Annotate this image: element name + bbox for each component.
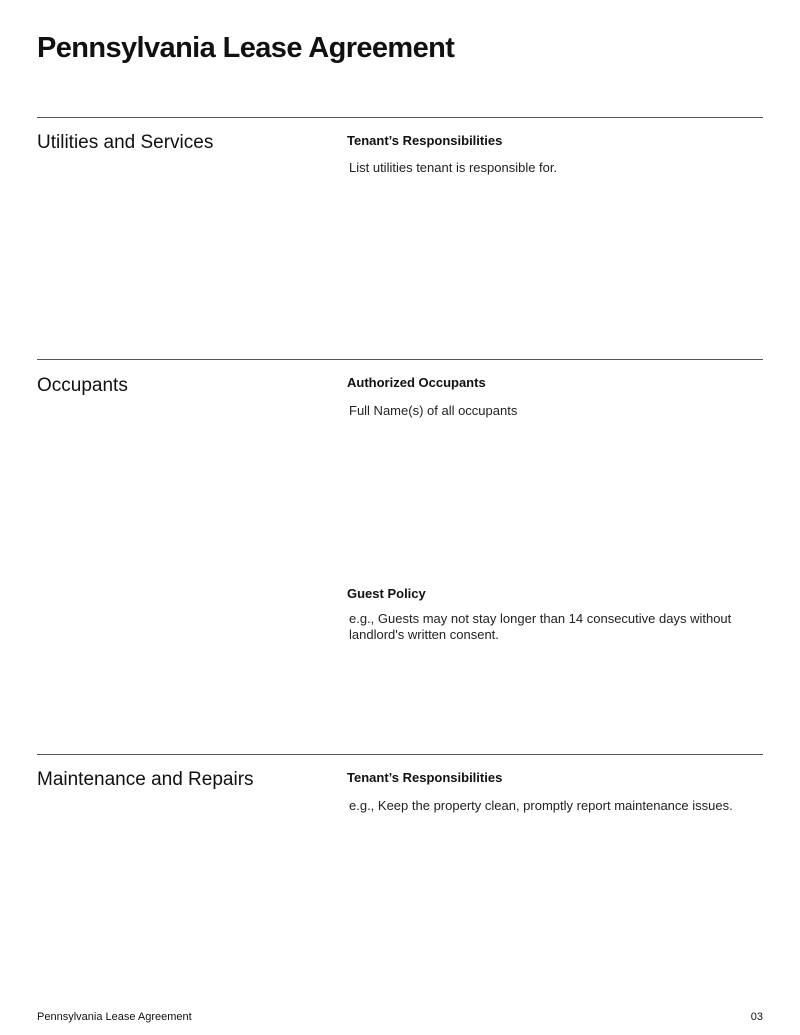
section-title-occupants: Occupants (37, 375, 128, 396)
field-text-occupant-names[interactable]: Full Name(s) of all occupants (349, 403, 518, 418)
field-text-guest-policy[interactable]: e.g., Guests may not stay longer than 14 consecutive days without landlord's written consent. (349, 611, 732, 642)
field-label-tenant-responsibilities-maintenance: Tenant’s Responsibilities (347, 770, 503, 785)
page-title: Pennsylvania Lease Agreement (37, 32, 455, 64)
field-text-utilities-list[interactable]: List utilities tenant is responsible for. (349, 160, 558, 175)
section-title-utilities: Utilities and Services (37, 132, 214, 153)
section-divider-utilities (37, 117, 763, 118)
field-text-maintenance-duties[interactable]: e.g., Keep the property clean, promptly report maintenance issues. (349, 798, 733, 813)
footer-document-name: Pennsylvania Lease Agreement (37, 1011, 192, 1023)
section-divider-occupants (37, 359, 763, 360)
section-title-maintenance: Maintenance and Repairs (37, 769, 254, 790)
field-label-tenant-responsibilities-utilities: Tenant’s Responsibilities (347, 133, 503, 148)
footer-page-number: 03 (750, 1011, 763, 1023)
field-label-authorized-occupants: Authorized Occupants (347, 375, 486, 390)
field-label-guest-policy: Guest Policy (347, 586, 426, 601)
section-divider-maintenance (37, 754, 763, 755)
